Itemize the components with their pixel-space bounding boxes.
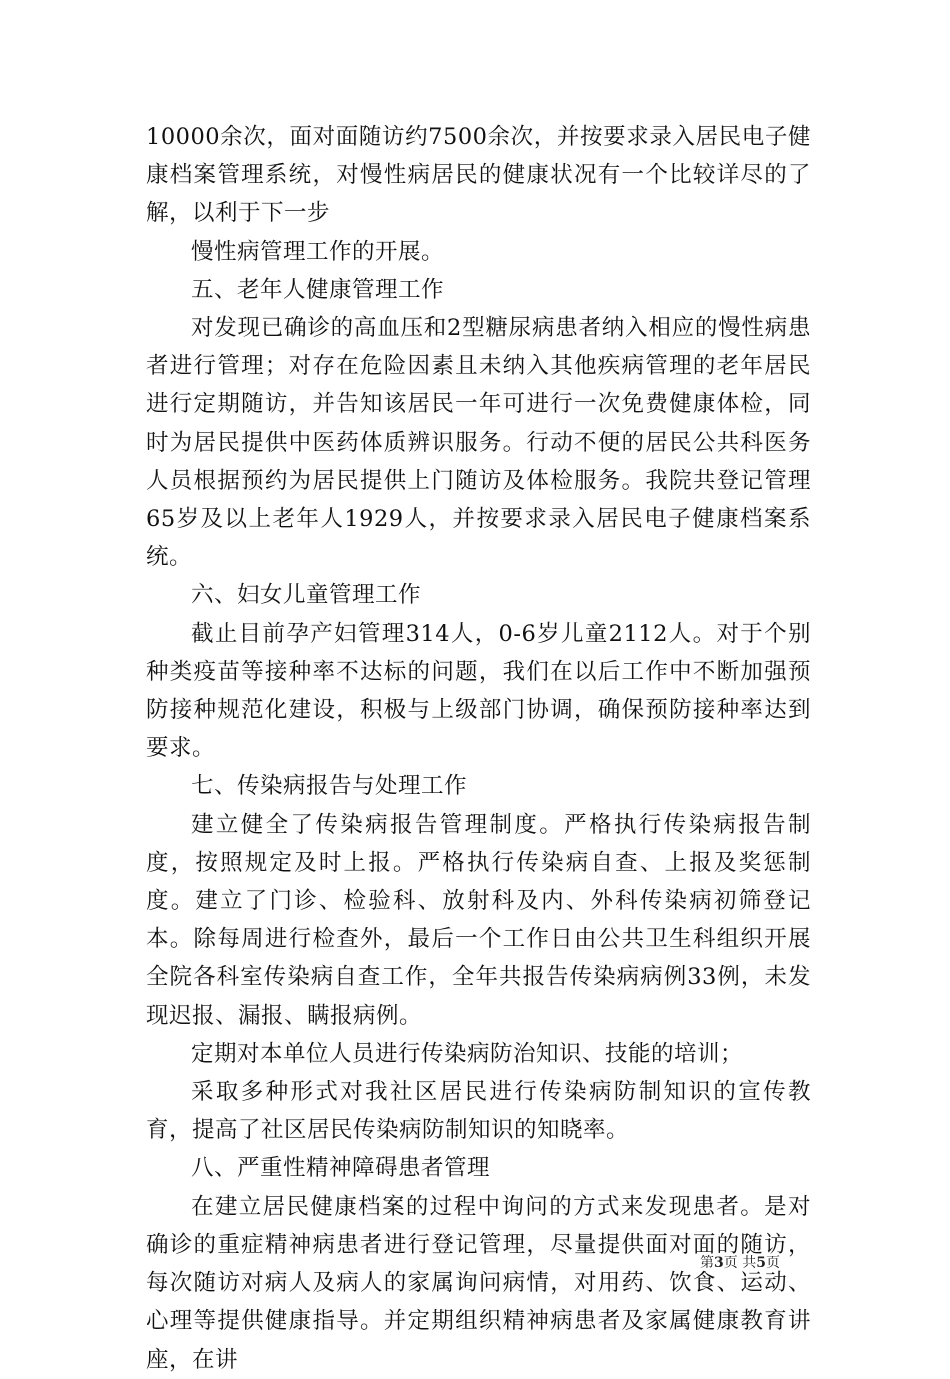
footer-suffix: 页 xyxy=(765,1255,780,1271)
section-heading-5: 五、老年人健康管理工作 xyxy=(191,276,445,303)
page-number-footer xyxy=(700,1252,860,1272)
paragraph-training: 定期对本单位人员进行传染病防治知识、技能的培训； xyxy=(191,1040,744,1067)
footer-prefix: 第 xyxy=(700,1255,714,1271)
section-heading-7: 七、传染病报告与处理工作 xyxy=(191,773,468,800)
total-page-number: 5 xyxy=(756,1255,766,1271)
section-heading-6: 六、妇女儿童管理工作 xyxy=(191,582,422,609)
paragraph-mental-health: 在建立居民健康档案的过程中询问的方式来发现患者。是对确诊的重症精神病患者进行登记管理，尽量提供面对面的随访，每次随访对病人及病人的家属询问病情，对用药、饮食、运动、心理等提供健康指导。并定期组织精神病患者及家属健康教育讲座，在讲 xyxy=(146,1193,811,1373)
current-page-number: 3 xyxy=(714,1255,724,1271)
paragraph-1: 10000余次，面对面随访约7500余次，并按要求录入居民电子健康档案管理系统，对慢性病居民的健康状况有一个比较详尽的了解，以利于下一步 xyxy=(146,124,811,227)
paragraph-elderly-care: 对发现已确诊的高血压和2型糖尿病患者纳入相应的慢性病患者进行管理；对存在危险因素且未纳入其他疾病管理的老年居民进行定期随访，并告知该居民一年可进行一次免费健康体检，同时为居民提供中医药体质辨识服务。行动不便的居民公共科医务人员根据预约为居民提供上门随访及体检服务。我院共登记管理65岁及以上老年人1929人，并按要求录入居民电子健康档案系统。 xyxy=(146,315,811,571)
paragraph-2: 慢性病管理工作的开展。 xyxy=(191,238,445,265)
paragraph-education: 采取多种形式对我社区居民进行传染病防制知识的宣传教育，提高了社区居民传染病防制知识的知晓率。 xyxy=(146,1079,811,1144)
footer-middle: 页 共 xyxy=(723,1255,757,1271)
paragraph-women-children: 截止目前孕产妇管理314人，0-6岁儿童2112人。对于个别种类疫苗等接种率不达标的问题，我们在以后工作中不断加强预防接种规范化建设，积极与上级部门协调，确保预防接种率达到要求。 xyxy=(146,620,811,762)
document-body xyxy=(146,118,811,1379)
paragraph-infectious-disease: 建立健全了传染病报告管理制度。严格执行传染病报告制度，按照规定及时上报。严格执行传染病自查、上报及奖惩制度。建立了门诊、检验科、放射科及内、外科传染病初筛登记本。除每周进行检查外，最后一个工作日由公共卫生科组织开展全院各科室传染病自查工作，全年共报告传染病病例33例，未发现迟报、漏报、瞒报病例。 xyxy=(146,811,811,1029)
section-heading-8: 八、严重性精神障碍患者管理 xyxy=(191,1155,491,1182)
